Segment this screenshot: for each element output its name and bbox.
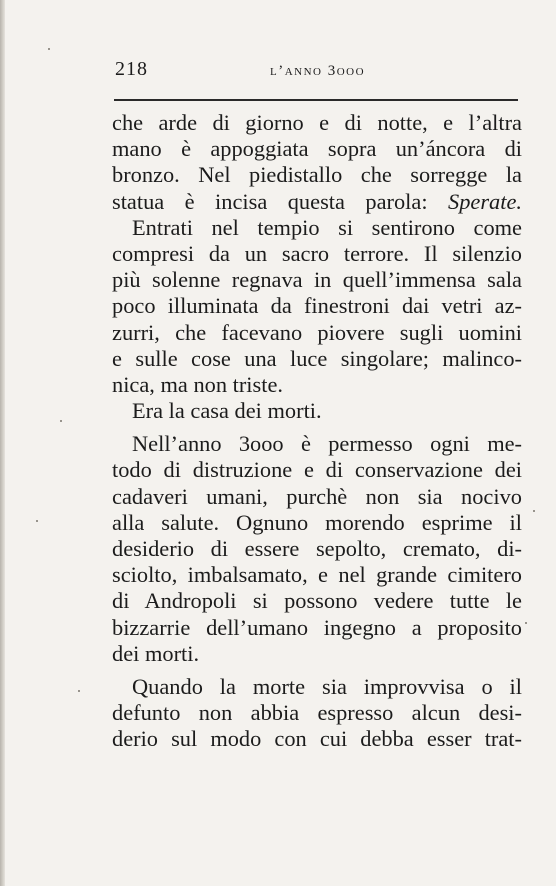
text-line: più solenne regnava in quell’immensa sala <box>112 267 522 293</box>
running-title: l’anno 3ooo <box>270 63 366 79</box>
paper-speck <box>533 510 535 512</box>
text-line: di Andropoli si possono vedere tutte le <box>112 588 522 614</box>
text-line: Entrati nel tempio si sentirono come <box>132 214 522 240</box>
text-line: desiderio di essere sepolto, cremato, di- <box>112 536 522 561</box>
text-line: sciolto, imbalsamato, e nel grande cimitero <box>112 562 522 588</box>
text-line: e sulle cose una luce singolare; malinco- <box>112 345 522 371</box>
text-line: nica, ma non triste. <box>112 371 283 397</box>
text-line: todo di distruzione e di conservazione dei <box>112 457 522 483</box>
paragraph <box>112 215 522 398</box>
paper-speck <box>48 48 50 50</box>
text-line-prefix: statua è incisa questa parola: <box>112 188 448 214</box>
text-line: cadaveri umani, purchè non sia nocivo <box>112 483 522 509</box>
text-line: alla salute. Ognuno morendo esprime il <box>112 509 522 535</box>
text-line: Nell’anno 3ooo è permesso ogni me- <box>132 431 522 457</box>
paper-speck <box>36 520 38 522</box>
paragraph <box>112 110 522 215</box>
paper-speck <box>78 690 80 692</box>
text-line: zurri, che facevano piovere sugli uomini <box>112 319 522 345</box>
text-line: dei morti. <box>112 640 200 666</box>
text-line: poco illuminata da finestroni dai vetri az- <box>112 293 522 319</box>
text-line: Era la casa dei morti. <box>132 398 322 424</box>
text-line: Quando la morte sia improvvisa o il <box>132 673 522 699</box>
paper-speck <box>525 622 527 624</box>
page-number: 218 <box>115 58 148 80</box>
paragraph <box>112 431 522 667</box>
header-rule <box>114 99 518 101</box>
text-line: derio sul modo con cui debba esser trat- <box>112 726 522 752</box>
paragraph <box>112 398 522 424</box>
text-line: compresi da un sacro terrore. Il silenzio <box>112 240 522 266</box>
text-line: che arde di giorno e di notte, e l’altra <box>112 110 522 135</box>
text-line <box>112 189 522 215</box>
text-line: defunto non abbia espresso alcun desi- <box>112 700 522 726</box>
text-line: bronzo. Nel piedistallo che sorregge la <box>112 162 522 188</box>
paragraph <box>112 674 522 753</box>
page-edge-shadow <box>0 0 5 886</box>
body-text <box>112 110 522 753</box>
text-line: mano è appoggiata sopra un’áncora di <box>112 136 522 162</box>
text-line: bizzarrie dell’umano ingegno a proposito <box>112 614 522 640</box>
italic-word: Sperate. <box>448 188 522 214</box>
paper-speck <box>60 420 62 422</box>
